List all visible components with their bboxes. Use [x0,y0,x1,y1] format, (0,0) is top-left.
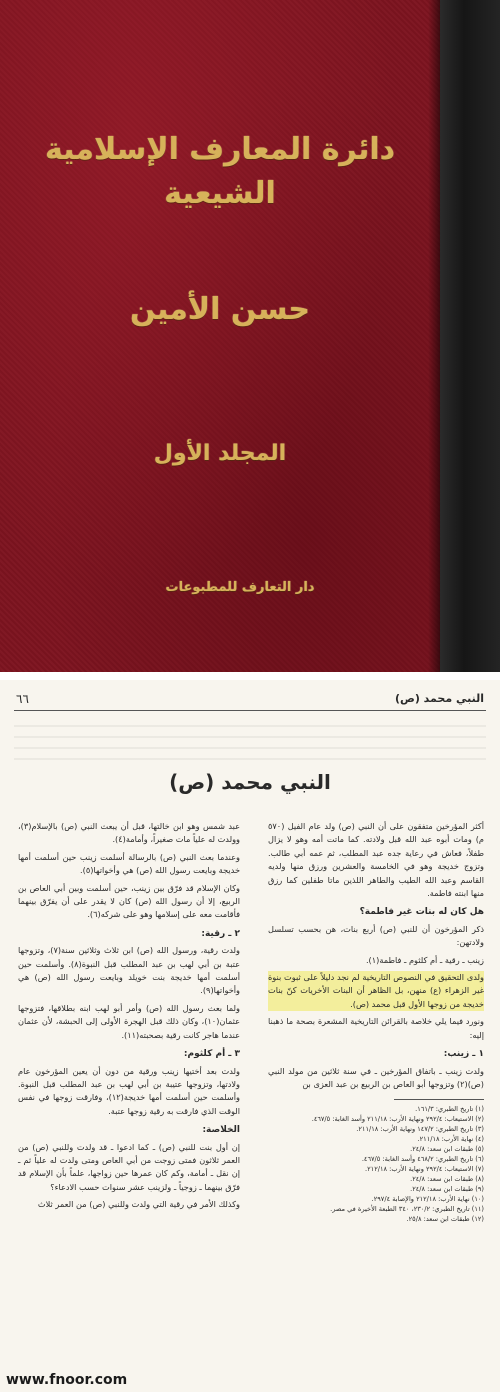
footnote: (٢) الاستيعاب: ٢٩٢/٤ ونهاية الأرب: ٢١١/١٨ وأسد الغابة: ٤٦٧/٥. [311,1115,484,1124]
left-column [18,820,240,1216]
footnote: (١) تاريخ الطبري: ١٦١/٣. [415,1105,484,1114]
page-number: ٦٦ [16,692,29,706]
highlighted-paragraph: ولدى التحقيق في النصوص التاريخية لم نجد دليلاً على ثبوت بنوة غير الزهراء (ع) منهن، بل الظاهر أن البنات الأخريات كنّ بنات خديجة من زوجها الأول قبل محمد (ص). [268,971,484,1011]
footnote-rule [394,1099,484,1100]
section-heading: هل كان له بنات غير فاطمة؟ [359,907,484,918]
footnote: (٤) نهاية الأرب: ٢١١/١٨. [417,1135,484,1144]
footnote: (٣) تاريخ الطبري: ١٤٧/٢ ونهاية الأرب: ٢١١/١٨. [356,1125,484,1134]
page-header [14,692,486,711]
footnote: (٨) طبقات ابن سعد: ٢٤/٨. [410,1175,484,1184]
cover-spine [440,0,500,672]
paragraph: عبد شمس وهو ابن خالتها، قبل أن يبعث النبي (ص) بالإسلام(٣)، وولدت له علياً مات صغيراً، وأمامة(٤). [18,821,240,845]
footnote: (١١) تاريخ الطبري: ٢٣٠/٢، ٣٤٠ الطبعة الأخيرة في مصر. [330,1205,484,1214]
paragraph: ولدت زينب ـ باتفاق المؤرخين ـ في سنة ثلاثين من مولد النبي (ص)(٢) وتزوجها أبو العاص بن الربيع بن عبد العزى بن [268,1065,484,1089]
subsection-heading: ٣ ـ أم كلثوم: [183,1049,240,1060]
paragraph: ذكر المؤرخون أن للنبي (ص) أربع بنات، هن بحسب تسلسل ولادتهن: [268,923,484,948]
paragraph: ولما بعث رسول الله (ص) وأمر أبو لهب ابنه بطلاقها، فتزوجها عثمان(١٠)، وكان ذلك قبل الهجرة الأولى إلى الحبشة، لأن عثمان عندما هاجر كانت رقية بصحبته(١١). [18,1002,240,1040]
paragraph: وكان الإسلام قد فرّق بين زينب، حين أسلمت وبين أبي العاص بن الربيع، إلا أن رسول الله (ص) كان لا يقدر على أن يفرّق بينهما فأقامت معه على إسلامها وهو على شركه(٦). [18,882,240,920]
book-cover [0,0,500,672]
footnote: (٧) الاستيعاب: ٢٩٢/٤ ونهاية الأرب: ٢١٢/١٨. [365,1165,484,1174]
cover-title: دائرة المعارف الإسلامية الشيعية [44,132,396,211]
paragraph: زينب ـ رقية ـ أم كلثوم ـ فاطمة(١). [365,954,484,965]
watermark: www.fnoor.com [6,1372,128,1388]
chapter-title: النبي محمد (ص) [169,770,331,794]
cover-volume: المجلد الأول [153,441,287,466]
paragraph: وعندما بعث النبي (ص) بالرسالة أسلمت زينب حين أسلمت أمها خديجة وبايعت رسول الله (ص) هي وأخواتها(٥). [18,851,240,876]
footnote: (٦) تاريخ الطبري: ٤٦٨/٢ وأسد الغابة: ٤٦٧/٥. [361,1155,484,1164]
paragraph: ولدت رقية، ورسول الله (ص) ابن ثلاث وثلاثين سنة(٧)، وتزوجها عتبة بن أبي لهب بن عبد المطلب قبل النبوة(٨). وأسلمت حين أسلمت أمها خديجة بنت خويلد وبايعت رسول الله (ص) هي وأخواتها(٩). [18,945,241,996]
subsection-heading: ٢ ـ رقية: [201,928,240,939]
paragraph: ونورد فيما يلي خلاصة بالقرائن التاريخية المشعرة بصحة ما ذهبنا إليه: [268,1016,484,1040]
right-column [268,820,484,1224]
footnote: (٥) طبقات ابن سعد: ٢٤/٨. [410,1145,484,1154]
paragraph: وكذلك الأمر في رقية التي ولدت وللنبي (ص) من العمر ثلاث [37,1199,240,1210]
footnote: (٩) طبقات ابن سعد: ٢٤/٨. [410,1185,484,1194]
cover-author: حسن الأمين [129,292,311,327]
footnote: (١٢) طبقات ابن سعد: ٢٥/٨. [406,1215,484,1224]
subsection-heading: ١ ـ زينب: [443,1049,484,1060]
intro-paragraph: أكثر المؤرخين متفقون على أن النبي (ص) ولد عام الفيل (٥٧٠ م) ومات أبوه عبد الله قبل ولادته. كما ماتت أمه وهو لا يزال طفلاً، فعاش في رعاية جده عبد المطلب، ثم عمه أبي طالب. وتزوج خديجة وهو في الخامسة والعشرين ورزق منها ولديه القاسم وعبد الله الطيب والطاهر اللذين ماتا طفلين كما رزق منها ابنته فاطمة. [268,821,484,899]
footnote: (١٠) نهاية الأرب: ٢١٢/١٨ والإصابة ٢٩٧/٤. [371,1195,484,1204]
running-head: النبي محمد (ص) [395,692,484,705]
paragraph: ولدت بعد أختيها زينب ورقية من دون أن يعين المؤرخون عام ولادتها، وتزوجها عتيبة بن أبي لهب بن عبد المطلب قبل النبوة. وأسلمت حين أسلمت أمها خديجة(١٢)، وفارقت زوجها في نفس الوقت الذي فارقت به رقية زوجها عتبة. [18,1065,240,1116]
book-page [0,680,500,1392]
bleed-through-text [14,716,486,766]
cover-publisher: دار التعارف للمطبوعات [165,580,315,595]
subsection-heading: الخلاصة: [202,1125,240,1136]
paragraph: إن أول بنت للنبي (ص) ـ كما ادعوا ـ قد ولدت وللنبي (ص) من العمر ثلاثون فمتى زوجت من أبي العاص ومتى ولدت له علياً ثم ـ إن نقل ـ أمامة، وكم كان عمرها حين زواجها، علماً بأن الإسلام قد فرّق بينهما ـ زوجياً ـ ولزينب عشر سنوات حسب الادعاء؟ [18,1141,240,1192]
footnotes [268,1104,484,1224]
cover-front [0,0,440,672]
